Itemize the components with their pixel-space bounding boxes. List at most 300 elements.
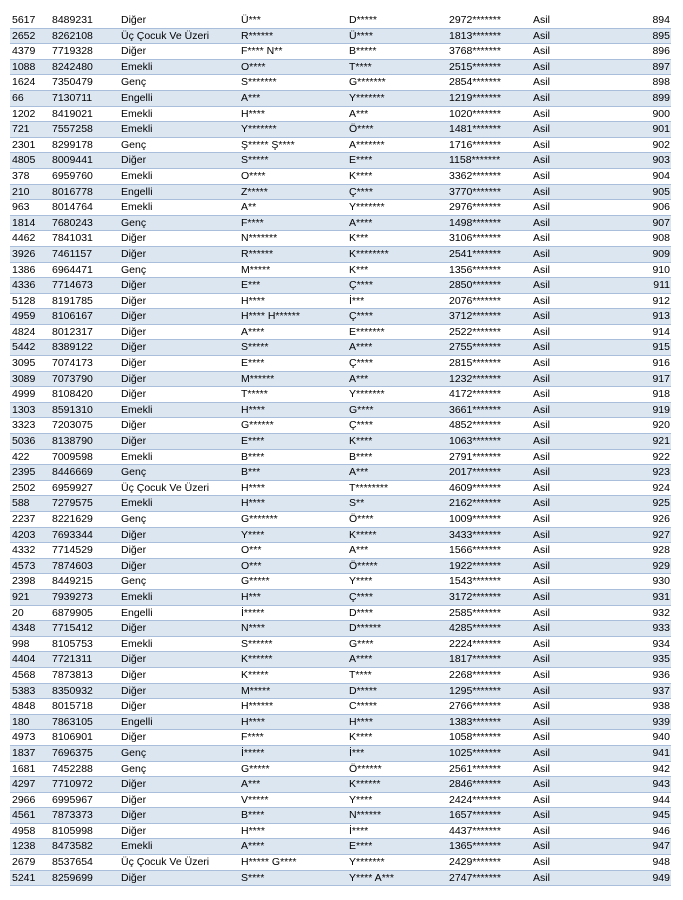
status-cell: Asil: [531, 652, 631, 668]
id-number-cell: 2224*******: [447, 636, 531, 652]
application-no-cell: 8015718: [50, 699, 119, 715]
application-no-cell: 7873373: [50, 808, 119, 824]
row-id-cell: 963: [10, 200, 50, 216]
table-row: [10, 184, 671, 200]
rank-cell: 945: [631, 808, 671, 824]
category-cell: Diğer: [119, 340, 239, 356]
first-name-cell: H******: [239, 699, 347, 715]
status-cell: Asil: [531, 122, 631, 138]
application-no-cell: 7452288: [50, 761, 119, 777]
category-cell: Emekli: [119, 59, 239, 75]
id-number-cell: 3770*******: [447, 184, 531, 200]
category-cell: Diğer: [119, 246, 239, 262]
id-number-cell: 2755*******: [447, 340, 531, 356]
last-name-cell: E****: [347, 153, 447, 169]
application-no-cell: 7863105: [50, 714, 119, 730]
id-number-cell: 2561*******: [447, 761, 531, 777]
rank-cell: 947: [631, 839, 671, 855]
id-number-cell: 1063*******: [447, 434, 531, 450]
row-id-cell: 2301: [10, 137, 50, 153]
application-no-cell: 7350479: [50, 75, 119, 91]
row-id-cell: 1088: [10, 59, 50, 75]
category-cell: Diğer: [119, 777, 239, 793]
rank-cell: 944: [631, 792, 671, 808]
row-id-cell: 1202: [10, 106, 50, 122]
category-cell: Genç: [119, 574, 239, 590]
first-name-cell: E****: [239, 356, 347, 372]
status-cell: Asil: [531, 184, 631, 200]
table-row: [10, 823, 671, 839]
status-cell: Asil: [531, 589, 631, 605]
row-id-cell: 2679: [10, 855, 50, 871]
last-name-cell: A***: [347, 106, 447, 122]
status-cell: Asil: [531, 28, 631, 44]
results-table: [10, 13, 671, 886]
rank-cell: 940: [631, 730, 671, 746]
last-name-cell: K****: [347, 168, 447, 184]
id-number-cell: 1566*******: [447, 543, 531, 559]
status-cell: Asil: [531, 418, 631, 434]
status-cell: Asil: [531, 324, 631, 340]
id-number-cell: 1025*******: [447, 745, 531, 761]
application-no-cell: 8449215: [50, 574, 119, 590]
id-number-cell: 4609*******: [447, 480, 531, 496]
last-name-cell: Ö****: [347, 122, 447, 138]
rank-cell: 905: [631, 184, 671, 200]
id-number-cell: 2429*******: [447, 855, 531, 871]
status-cell: Asil: [531, 262, 631, 278]
id-number-cell: 2541*******: [447, 246, 531, 262]
category-cell: Diğer: [119, 543, 239, 559]
rank-cell: 931: [631, 589, 671, 605]
application-no-cell: 8016778: [50, 184, 119, 200]
last-name-cell: A***: [347, 371, 447, 387]
table-row: [10, 683, 671, 699]
last-name-cell: T********: [347, 480, 447, 496]
last-name-cell: B*****: [347, 44, 447, 60]
category-cell: Diğer: [119, 823, 239, 839]
first-name-cell: B****: [239, 808, 347, 824]
id-number-cell: 1922*******: [447, 558, 531, 574]
category-cell: Diğer: [119, 792, 239, 808]
category-cell: Üç Çocuk Ve Üzeri: [119, 855, 239, 871]
first-name-cell: V*****: [239, 792, 347, 808]
rank-cell: 933: [631, 621, 671, 637]
rank-cell: 942: [631, 761, 671, 777]
last-name-cell: İ***: [347, 293, 447, 309]
last-name-cell: A****: [347, 652, 447, 668]
last-name-cell: Ö*****: [347, 558, 447, 574]
category-cell: Emekli: [119, 636, 239, 652]
first-name-cell: S*****: [239, 153, 347, 169]
last-name-cell: A***: [347, 465, 447, 481]
first-name-cell: S*******: [239, 75, 347, 91]
table-row: [10, 589, 671, 605]
category-cell: Emekli: [119, 402, 239, 418]
id-number-cell: 2976*******: [447, 200, 531, 216]
row-id-cell: 4297: [10, 777, 50, 793]
category-cell: Diğer: [119, 356, 239, 372]
last-name-cell: D*****: [347, 683, 447, 699]
table-row: [10, 262, 671, 278]
status-cell: Asil: [531, 340, 631, 356]
last-name-cell: Y*******: [347, 90, 447, 106]
application-no-cell: 7874603: [50, 558, 119, 574]
id-number-cell: 1356*******: [447, 262, 531, 278]
table-row: [10, 527, 671, 543]
last-name-cell: K******: [347, 777, 447, 793]
last-name-cell: Ö****: [347, 512, 447, 528]
category-cell: Genç: [119, 215, 239, 231]
id-number-cell: 2268*******: [447, 667, 531, 683]
table-row: [10, 293, 671, 309]
status-cell: Asil: [531, 168, 631, 184]
status-cell: Asil: [531, 667, 631, 683]
first-name-cell: B****: [239, 449, 347, 465]
row-id-cell: 4561: [10, 808, 50, 824]
rank-cell: 922: [631, 449, 671, 465]
category-cell: Genç: [119, 75, 239, 91]
application-no-cell: 8259699: [50, 870, 119, 886]
rank-cell: 910: [631, 262, 671, 278]
rank-cell: 937: [631, 683, 671, 699]
last-name-cell: Y****: [347, 792, 447, 808]
status-cell: Asil: [531, 621, 631, 637]
rank-cell: 934: [631, 636, 671, 652]
last-name-cell: Ç****: [347, 589, 447, 605]
row-id-cell: 1814: [10, 215, 50, 231]
last-name-cell: S**: [347, 496, 447, 512]
table-row: [10, 200, 671, 216]
status-cell: Asil: [531, 200, 631, 216]
category-cell: Genç: [119, 761, 239, 777]
table-row: [10, 371, 671, 387]
last-name-cell: Y**** A***: [347, 870, 447, 886]
category-cell: Diğer: [119, 293, 239, 309]
first-name-cell: M*****: [239, 262, 347, 278]
first-name-cell: B***: [239, 465, 347, 481]
id-number-cell: 2522*******: [447, 324, 531, 340]
row-id-cell: 3926: [10, 246, 50, 262]
last-name-cell: K********: [347, 246, 447, 262]
row-id-cell: 210: [10, 184, 50, 200]
last-name-cell: İ***: [347, 745, 447, 761]
id-number-cell: 3768*******: [447, 44, 531, 60]
first-name-cell: T*****: [239, 387, 347, 403]
status-cell: Asil: [531, 106, 631, 122]
id-number-cell: 2766*******: [447, 699, 531, 715]
rank-cell: 899: [631, 90, 671, 106]
row-id-cell: 4348: [10, 621, 50, 637]
row-id-cell: 2398: [10, 574, 50, 590]
rank-cell: 921: [631, 434, 671, 450]
last-name-cell: K****: [347, 730, 447, 746]
rank-cell: 916: [631, 356, 671, 372]
category-cell: Genç: [119, 512, 239, 528]
category-cell: Diğer: [119, 621, 239, 637]
first-name-cell: H****: [239, 106, 347, 122]
rank-cell: 949: [631, 870, 671, 886]
first-name-cell: O****: [239, 168, 347, 184]
category-cell: Diğer: [119, 387, 239, 403]
id-number-cell: 2747*******: [447, 870, 531, 886]
table-row: [10, 777, 671, 793]
rank-cell: 907: [631, 215, 671, 231]
table-row: [10, 434, 671, 450]
last-name-cell: K***: [347, 231, 447, 247]
rank-cell: 925: [631, 496, 671, 512]
first-name-cell: İ*****: [239, 745, 347, 761]
table-row: [10, 808, 671, 824]
rank-cell: 936: [631, 667, 671, 683]
category-cell: Genç: [119, 465, 239, 481]
id-number-cell: 2017*******: [447, 465, 531, 481]
row-id-cell: 1238: [10, 839, 50, 855]
application-no-cell: 8191785: [50, 293, 119, 309]
rank-cell: 908: [631, 231, 671, 247]
application-no-cell: 7130711: [50, 90, 119, 106]
table-row: [10, 730, 671, 746]
row-id-cell: 3323: [10, 418, 50, 434]
table-row: [10, 324, 671, 340]
table-row: [10, 44, 671, 60]
status-cell: Asil: [531, 714, 631, 730]
application-no-cell: 8014764: [50, 200, 119, 216]
application-no-cell: 6959927: [50, 480, 119, 496]
rank-cell: 901: [631, 122, 671, 138]
last-name-cell: G*******: [347, 75, 447, 91]
category-cell: Emekli: [119, 168, 239, 184]
table-row: [10, 636, 671, 652]
category-cell: Üç Çocuk Ve Üzeri: [119, 28, 239, 44]
row-id-cell: 4824: [10, 324, 50, 340]
table-row: [10, 387, 671, 403]
last-name-cell: D****: [347, 605, 447, 621]
table-row: [10, 465, 671, 481]
category-cell: Engelli: [119, 184, 239, 200]
rank-cell: 913: [631, 309, 671, 325]
id-number-cell: 1058*******: [447, 730, 531, 746]
category-cell: Diğer: [119, 153, 239, 169]
category-cell: Diğer: [119, 309, 239, 325]
application-no-cell: 8419021: [50, 106, 119, 122]
id-number-cell: 1232*******: [447, 371, 531, 387]
row-id-cell: 4805: [10, 153, 50, 169]
application-no-cell: 8299178: [50, 137, 119, 153]
table-row: [10, 90, 671, 106]
row-id-cell: 2966: [10, 792, 50, 808]
row-id-cell: 4973: [10, 730, 50, 746]
row-id-cell: 66: [10, 90, 50, 106]
status-cell: Asil: [531, 215, 631, 231]
status-cell: Asil: [531, 558, 631, 574]
rank-cell: 911: [631, 278, 671, 294]
status-cell: Asil: [531, 13, 631, 28]
category-cell: Diğer: [119, 418, 239, 434]
first-name-cell: F****: [239, 215, 347, 231]
first-name-cell: İ*****: [239, 605, 347, 621]
application-no-cell: 6964471: [50, 262, 119, 278]
table-row: [10, 792, 671, 808]
table-row: [10, 512, 671, 528]
category-cell: Diğer: [119, 683, 239, 699]
last-name-cell: T****: [347, 667, 447, 683]
table-row: [10, 667, 671, 683]
rank-cell: 906: [631, 200, 671, 216]
last-name-cell: İ****: [347, 823, 447, 839]
status-cell: Asil: [531, 496, 631, 512]
first-name-cell: H***: [239, 589, 347, 605]
first-name-cell: Ş***** Ş****: [239, 137, 347, 153]
application-no-cell: 7939273: [50, 589, 119, 605]
table-row: [10, 745, 671, 761]
application-no-cell: 6879905: [50, 605, 119, 621]
row-id-cell: 1303: [10, 402, 50, 418]
row-id-cell: 1837: [10, 745, 50, 761]
first-name-cell: Y****: [239, 527, 347, 543]
category-cell: Diğer: [119, 231, 239, 247]
table-row: [10, 605, 671, 621]
table-row: [10, 699, 671, 715]
last-name-cell: Ü****: [347, 28, 447, 44]
id-number-cell: 2076*******: [447, 293, 531, 309]
application-no-cell: 8138790: [50, 434, 119, 450]
last-name-cell: E*******: [347, 324, 447, 340]
category-cell: Diğer: [119, 13, 239, 28]
application-no-cell: 8012317: [50, 324, 119, 340]
category-cell: Genç: [119, 137, 239, 153]
status-cell: Asil: [531, 44, 631, 60]
application-no-cell: 7461157: [50, 246, 119, 262]
category-cell: Diğer: [119, 730, 239, 746]
application-no-cell: 8105753: [50, 636, 119, 652]
first-name-cell: R******: [239, 28, 347, 44]
rank-cell: 900: [631, 106, 671, 122]
row-id-cell: 998: [10, 636, 50, 652]
last-name-cell: B****: [347, 449, 447, 465]
category-cell: Diğer: [119, 434, 239, 450]
table-row: [10, 761, 671, 777]
id-number-cell: 3362*******: [447, 168, 531, 184]
application-no-cell: 7841031: [50, 231, 119, 247]
last-name-cell: Y*******: [347, 855, 447, 871]
row-id-cell: 5383: [10, 683, 50, 699]
application-no-cell: 8489231: [50, 13, 119, 28]
table-row: [10, 13, 671, 28]
application-no-cell: 7073790: [50, 371, 119, 387]
table-row: [10, 839, 671, 855]
status-cell: Asil: [531, 402, 631, 418]
first-name-cell: H****: [239, 496, 347, 512]
table-body: [10, 13, 671, 886]
application-no-cell: 8108420: [50, 387, 119, 403]
row-id-cell: 4568: [10, 667, 50, 683]
id-number-cell: 2424*******: [447, 792, 531, 808]
rank-cell: 912: [631, 293, 671, 309]
category-cell: Diğer: [119, 371, 239, 387]
first-name-cell: A****: [239, 324, 347, 340]
category-cell: Genç: [119, 745, 239, 761]
first-name-cell: M*****: [239, 683, 347, 699]
row-id-cell: 4332: [10, 543, 50, 559]
status-cell: Asil: [531, 75, 631, 91]
status-cell: Asil: [531, 792, 631, 808]
row-id-cell: 2237: [10, 512, 50, 528]
table-row: [10, 621, 671, 637]
rank-cell: 926: [631, 512, 671, 528]
id-number-cell: 1158*******: [447, 153, 531, 169]
row-id-cell: 2395: [10, 465, 50, 481]
last-name-cell: D******: [347, 621, 447, 637]
table-row: [10, 449, 671, 465]
id-number-cell: 2854*******: [447, 75, 531, 91]
application-no-cell: 8106901: [50, 730, 119, 746]
rank-cell: 935: [631, 652, 671, 668]
first-name-cell: N****: [239, 621, 347, 637]
first-name-cell: R******: [239, 246, 347, 262]
category-cell: Emekli: [119, 496, 239, 512]
last-name-cell: Ç****: [347, 418, 447, 434]
category-cell: Üç Çocuk Ve Üzeri: [119, 480, 239, 496]
rank-cell: 904: [631, 168, 671, 184]
table-row: [10, 168, 671, 184]
rank-cell: 943: [631, 777, 671, 793]
table-row: [10, 122, 671, 138]
application-no-cell: 7680243: [50, 215, 119, 231]
application-no-cell: 7714673: [50, 278, 119, 294]
first-name-cell: H****: [239, 714, 347, 730]
application-no-cell: 8106167: [50, 309, 119, 325]
category-cell: Diğer: [119, 527, 239, 543]
rank-cell: 928: [631, 543, 671, 559]
application-no-cell: 7009598: [50, 449, 119, 465]
last-name-cell: A****: [347, 215, 447, 231]
rank-cell: 938: [631, 699, 671, 715]
last-name-cell: N******: [347, 808, 447, 824]
status-cell: Asil: [531, 512, 631, 528]
category-cell: Emekli: [119, 106, 239, 122]
row-id-cell: 180: [10, 714, 50, 730]
status-cell: Asil: [531, 59, 631, 75]
row-id-cell: 4958: [10, 823, 50, 839]
status-cell: Asil: [531, 465, 631, 481]
category-cell: Emekli: [119, 200, 239, 216]
table-row: [10, 480, 671, 496]
id-number-cell: 1020*******: [447, 106, 531, 122]
first-name-cell: K*****: [239, 667, 347, 683]
last-name-cell: Ç****: [347, 184, 447, 200]
table-row: [10, 558, 671, 574]
first-name-cell: A**: [239, 200, 347, 216]
rank-cell: 948: [631, 855, 671, 871]
id-number-cell: 2162*******: [447, 496, 531, 512]
application-no-cell: 8242480: [50, 59, 119, 75]
category-cell: Diğer: [119, 667, 239, 683]
table-row: [10, 356, 671, 372]
category-cell: Diğer: [119, 699, 239, 715]
first-name-cell: G******: [239, 418, 347, 434]
category-cell: Diğer: [119, 558, 239, 574]
id-number-cell: 2846*******: [447, 777, 531, 793]
results-sheet: [10, 13, 671, 886]
row-id-cell: 5128: [10, 293, 50, 309]
last-name-cell: H****: [347, 714, 447, 730]
last-name-cell: K***: [347, 262, 447, 278]
row-id-cell: 5442: [10, 340, 50, 356]
table-row: [10, 246, 671, 262]
first-name-cell: H****: [239, 293, 347, 309]
first-name-cell: A***: [239, 777, 347, 793]
